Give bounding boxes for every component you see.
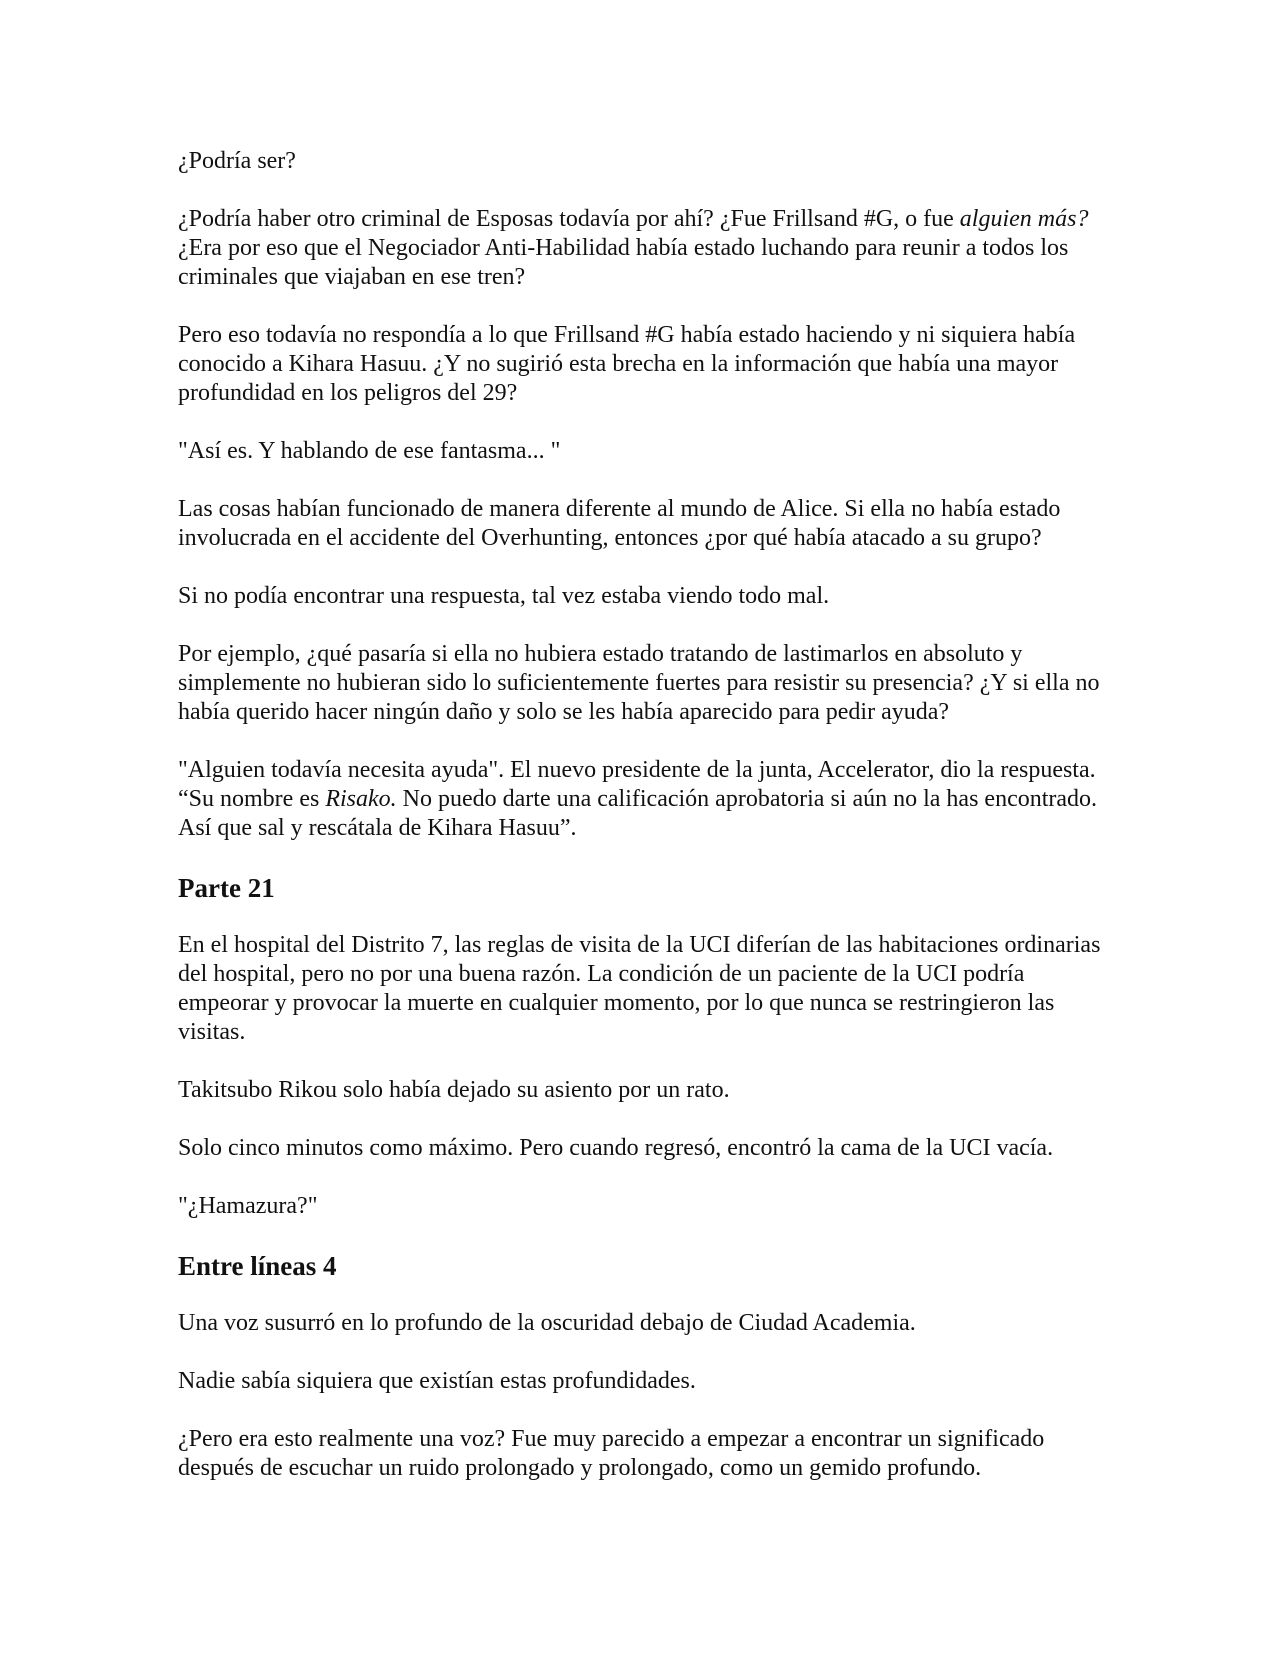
section-heading: Entre líneas 4 — [178, 1251, 337, 1281]
text-run: ¿Era por eso que el Negociador Anti-Habilidad había estado luchando para reunir a todos los criminales que viajaban en ese tren? — [178, 235, 1069, 290]
text-run: ¿Podría haber otro criminal de Esposas todavía por ahí? ¿Fue Frillsand #G, o fue — [178, 206, 960, 232]
paragraph: Por ejemplo, ¿qué pasaría si ella no hubiera estado tratando de lastimarlos en absoluto y simplemente no hubieran sido lo suficientemente fuertes para resistir su presencia? ¿Y si ella no había querido hacer ningún daño y solo se les había aparecido para pedir ayuda? — [178, 641, 1100, 725]
document-page — [178, 147, 1118, 1512]
paragraph: Si no podía encontrar una respuesta, tal vez estaba viendo todo mal. — [178, 583, 830, 609]
paragraph: "¿Hamazura?" — [178, 1193, 318, 1219]
paragraph — [178, 205, 1118, 292]
paragraph: Pero eso todavía no respondía a lo que Frillsand #G había estado haciendo y ni siquiera había conocido a Kihara Hasuu. ¿Y no sugirió esta brecha en la información que había una mayor profundidad en los peligros del 29? — [178, 322, 1076, 406]
paragraph: Nadie sabía siquiera que existían estas profundidades. — [178, 1368, 696, 1394]
section-heading: Parte 21 — [178, 873, 275, 903]
text-run: No puedo darte una calificación aprobatoria si aún no la has encontrado. Así que sal y rescátala de Kihara Hasuu”. — [178, 786, 1098, 841]
paragraph: Las cosas habían funcionado de manera diferente al mundo de Alice. Si ella no había estado involucrada en el accidente del Overhunting, entonces ¿por qué había atacado a su grupo? — [178, 496, 1061, 551]
italic-text: alguien más? — [959, 206, 1089, 232]
italic-text: Risako. — [325, 786, 397, 812]
paragraph: ¿Podría ser? — [178, 148, 296, 174]
paragraph: Solo cinco minutos como máximo. Pero cuando regresó, encontró la cama de la UCI vacía. — [178, 1135, 1054, 1161]
text-run: "Alguien todavía necesita ayuda". El nuevo presidente de la junta, Accelerator, dio la respuesta. “Su nombre es — [178, 757, 1096, 812]
paragraph: ¿Pero era esto realmente una voz? Fue muy parecido a empezar a encontrar un significado después de escuchar un ruido prolongado y prolongado, como un gemido profundo. — [178, 1426, 1045, 1481]
paragraph: En el hospital del Distrito 7, las reglas de visita de la UCI diferían de las habitaciones ordinarias del hospital, pero no por una buena razón. La condición de un paciente de la UCI podría empeorar y provocar la muerte en cualquier momento, por lo que nunca se restringieron las visitas. — [178, 932, 1101, 1045]
paragraph: Una voz susurró en lo profundo de la oscuridad debajo de Ciudad Academia. — [178, 1310, 916, 1336]
paragraph — [178, 756, 1118, 843]
paragraph: "Así es. Y hablando de ese fantasma... " — [178, 438, 561, 464]
paragraph: Takitsubo Rikou solo había dejado su asiento por un rato. — [178, 1077, 730, 1103]
